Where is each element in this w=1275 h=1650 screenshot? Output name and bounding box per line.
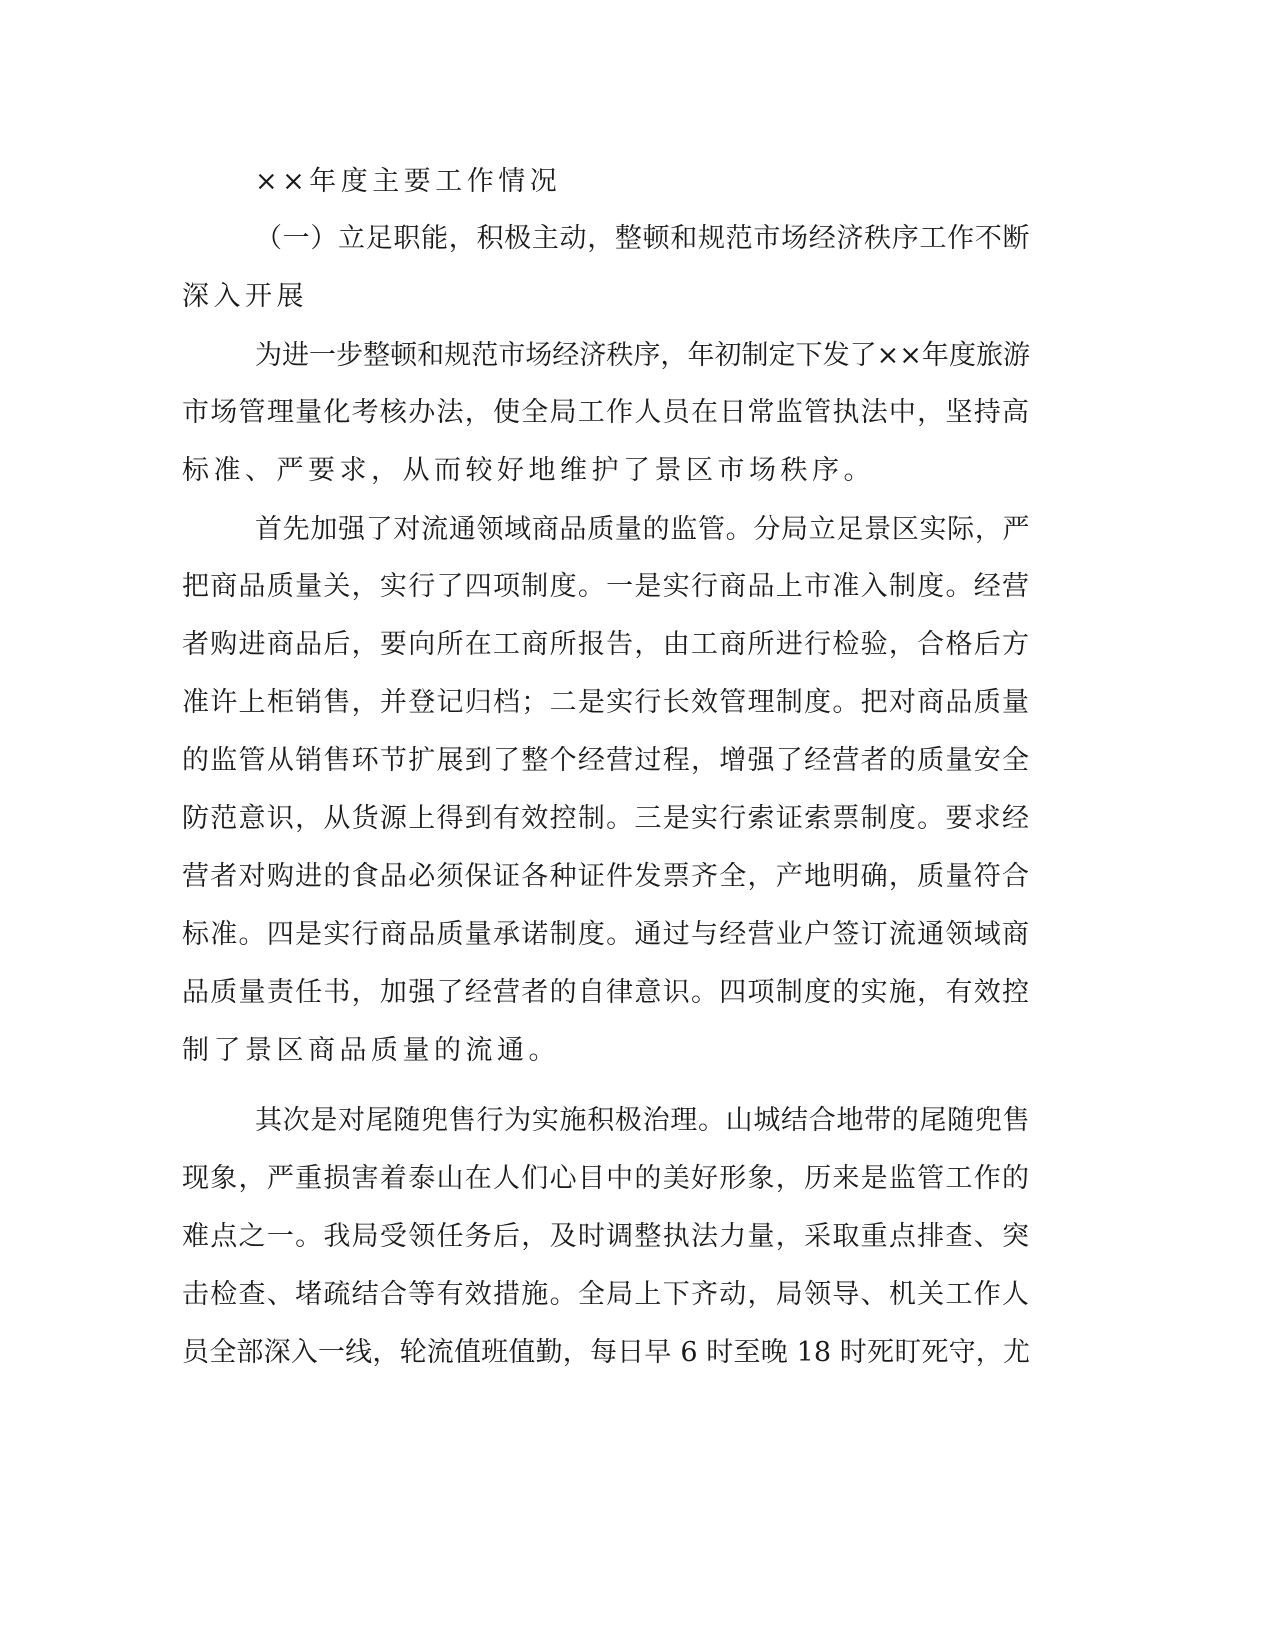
paragraph-line: 击检查、堵疏结合等有效措施。全局上下齐动，局领导、机关工作人 [182,1279,1030,1310]
paragraph-line: 准许上柜销售，并登记归档；二是实行长效管理制度。把对商品质量 [182,687,1030,718]
paragraph-line: 制了景区商品质量的流通。 [182,1035,560,1066]
document-heading: ××年度主要工作情况 [255,166,562,197]
paragraph-line: 标准。四是实行商品质量承诺制度。通过与经营业户签订流通领域商 [182,919,1030,950]
paragraph-line: 员全部深入一线，轮流值班值勤，每日早 6 时至晚 18 时死盯死守，尤 [182,1337,1030,1368]
paragraph-line: 其次是对尾随兜售行为实施积极治理。山城结合地带的尾随兜售 [255,1105,1030,1136]
paragraph-line: 现象，严重损害着泰山在人们心目中的美好形象，历来是监管工作的 [182,1163,1030,1194]
paragraph-line: 为进一步整顿和规范市场经济秩序，年初制定下发了××年度旅游 [255,340,1030,371]
paragraph-line: 品质量责任书，加强了经营者的自律意识。四项制度的实施，有效控 [182,977,1030,1008]
paragraph-line: 难点之一。我局受领任务后，及时调整执法力量，采取重点排查、突 [182,1221,1030,1252]
paragraph-line: 首先加强了对流通领域商品质量的监管。分局立足景区实际，严 [255,514,1030,545]
section-title-line: 深入开展 [182,281,308,312]
paragraph-line: 者购进商品后，要向所在工商所报告，由工商所进行检验，合格后方 [182,629,1030,660]
paragraph-line: 防范意识，从货源上得到有效控制。三是实行索证索票制度。要求经 [182,803,1030,834]
paragraph-line: 标准、严要求，从而较好地维护了景区市场秩序。 [182,455,875,486]
section-title-line: （一）立足职能，积极主动，整顿和规范市场经济秩序工作不断 [255,223,1030,254]
paragraph-line: 把商品质量关，实行了四项制度。一是实行商品上市准入制度。经营 [182,571,1030,602]
paragraph-line: 的监管从销售环节扩展到了整个经营过程，增强了经营者的质量安全 [182,745,1030,776]
paragraph-line: 市场管理量化考核办法，使全局工作人员在日常监管执法中，坚持高 [182,397,1030,428]
paragraph-line: 营者对购进的食品必须保证各种证件发票齐全，产地明确，质量符合 [182,861,1030,892]
